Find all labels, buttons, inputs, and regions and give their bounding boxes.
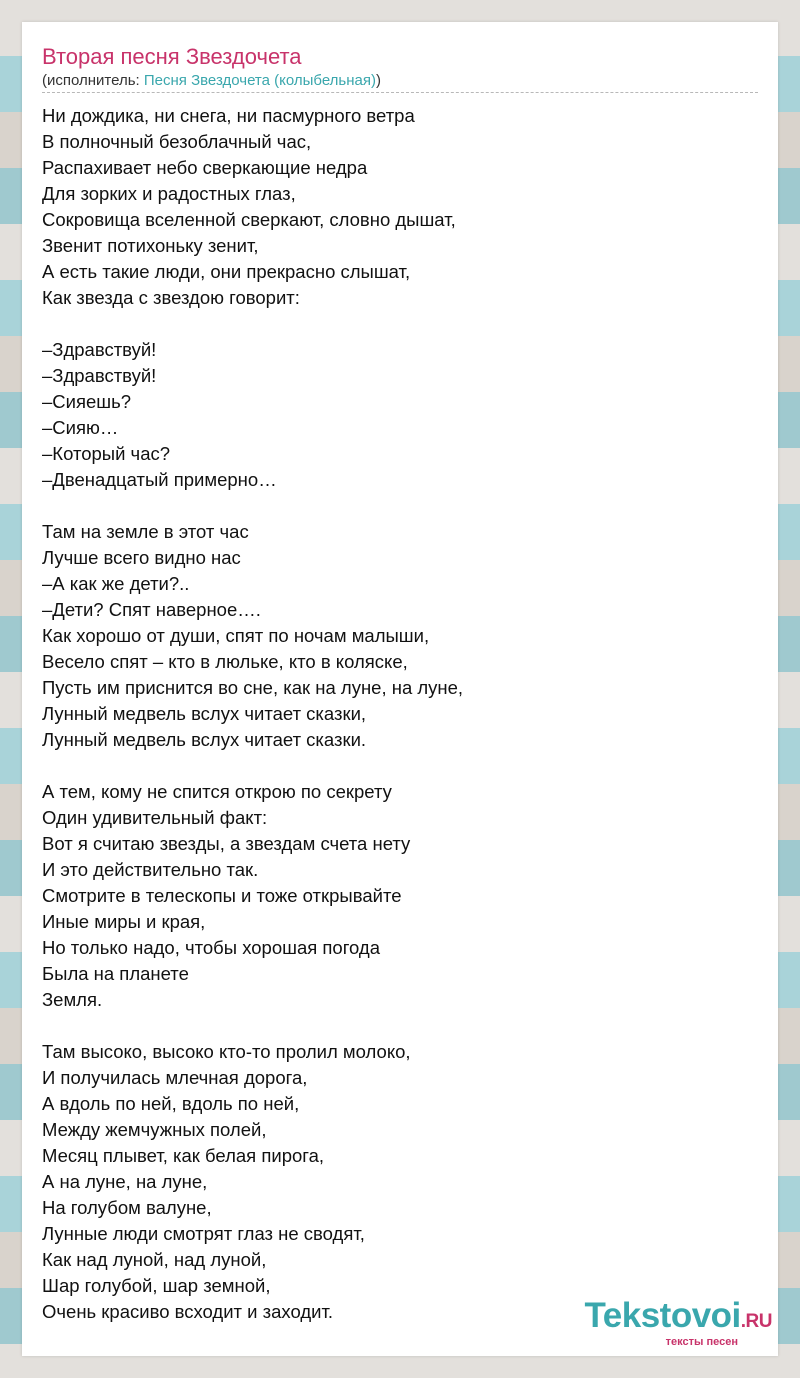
lyric-line: Там на земле в этот час [42,521,249,542]
lyric-line: И получилась млечная дорога, [42,1067,308,1088]
lyric-line: Один удивительный факт: [42,807,268,828]
site-logo[interactable] [584,1296,772,1348]
lyric-line: Там высоко, высоко кто-то пролил молоко, [42,1041,411,1062]
lyric-line: Лучше всего видно нас [42,547,241,568]
song-title: Вторая песня Звездочета [42,44,302,69]
lyric-line: Лунные люди смотрят глаз не сводят, [42,1223,365,1244]
stanza [42,1039,463,1325]
lyric-line: Звенит потихоньку зенит, [42,235,259,256]
lyric-line: Иные миры и края, [42,911,206,932]
lyric-line: Но только надо, чтобы хорошая погода [42,937,381,958]
lyric-line: В полночный безоблачный час, [42,131,312,152]
lyric-line: Между жемчужных полей, [42,1119,267,1140]
stanza [42,519,463,753]
lyric-line: –Сияешь? [42,391,132,412]
lyric-line: А вдоль по ней, вдоль по ней, [42,1093,300,1114]
lyrics-card [22,22,778,1356]
performer-suffix: ) [375,72,381,89]
divider [42,92,758,93]
lyric-line: Ни дождика, ни снега, ни пасмурного ветра [42,105,415,126]
lyric-line: –Сияю… [42,417,119,438]
lyric-line: На голубом валуне, [42,1197,212,1218]
lyric-line: Для зорких и радостных глаз, [42,183,296,204]
lyric-line: Лунный медвель вслух читает сказки, [42,703,367,724]
lyric-line: –Дети? Спят наверное…. [42,599,261,620]
lyric-line: Вот я считаю звезды, а звездам счета нету [42,833,411,854]
logo-tagline: тексты песен [665,1336,738,1348]
lyric-line: А тем, кому не спится открою по секрету [42,781,392,802]
performer-link[interactable]: Песня Звездочета (колыбельная) [143,72,376,89]
performer-line [42,72,381,89]
lyric-line: Была на планете [42,963,189,984]
lyric-line: Очень красиво всходит и заходит. [42,1301,334,1322]
lyric-line: Весело спят – кто в люльке, кто в коляске, [42,651,408,672]
lyric-line: –Двенадцатый примерно… [42,469,277,490]
lyric-line: Как звезда с звездою говорит: [42,287,300,308]
lyric-line: Земля. [42,989,103,1010]
lyric-line: Лунный медвель вслух читает сказки. [42,729,367,750]
lyric-line: –Который час? [42,443,171,464]
stanza [42,103,463,311]
lyric-line: –А как же дети?.. [42,573,190,594]
lyric-line: –Здравствуй! [42,339,157,360]
lyric-line: Как хорошо от души, спят по ночам малыши, [42,625,430,646]
stanza [42,337,463,493]
lyric-line: И это действительно так. [42,859,259,880]
lyrics-text [42,103,463,1325]
performer-prefix: (исполнитель: [42,72,144,89]
lyric-line: Сокровища вселенной сверкают, словно дышат, [42,209,456,230]
lyric-line: А есть такие люди, они прекрасно слышат, [42,261,411,282]
stanza [42,779,463,1013]
lyric-line: –Здравствуй! [42,365,157,386]
logo-tld: .RU [740,1311,772,1332]
lyric-line: Как над луной, над луной, [42,1249,267,1270]
lyric-line: Распахивает небо сверкающие недра [42,157,368,178]
logo-name: Tekstovoi [584,1296,741,1335]
lyric-line: Пусть им приснится во сне, как на луне, на луне, [42,677,464,698]
lyric-line: А на луне, на луне, [42,1171,208,1192]
lyric-line: Месяц плывет, как белая пирога, [42,1145,325,1166]
lyric-line: Смотрите в телескопы и тоже открывайте [42,885,402,906]
lyric-line: Шар голубой, шар земной, [42,1275,271,1296]
